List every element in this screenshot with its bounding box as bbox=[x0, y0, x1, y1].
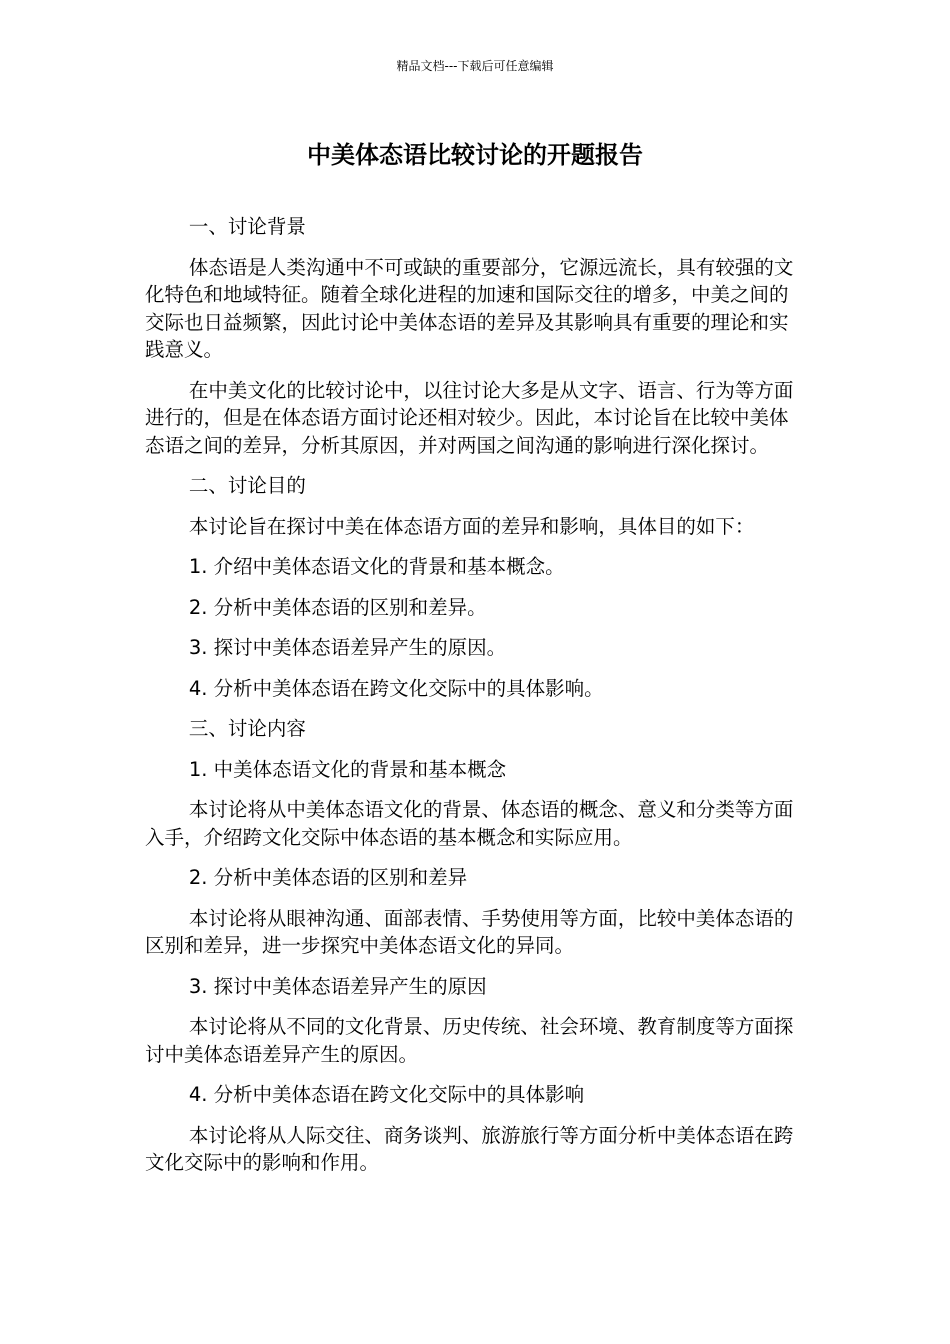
content-subheading: 2. 分析中美体态语的区别和差异 bbox=[188, 866, 468, 889]
purpose-item: 2. 分析中美体态语的区别和差异。 bbox=[188, 595, 487, 619]
background-paragraph-2: 在中美文化的比较讨论中，以往讨论大多是从文字、语言、行为等方面进行的，但是在体态语方面讨论还相对较少。因此，本讨论旨在比较中美体态语之间的差异，分析其原因，并对两国之间沟通的影响进行深化探讨。 bbox=[145, 378, 794, 457]
purpose-item: 1. 介绍中美体态语文化的背景和基本概念。 bbox=[188, 555, 565, 578]
content-paragraph: 本讨论将从人际交往、商务谈判、旅游旅行等方面分析中美体态语在跨文化交际中的影响和作用。 bbox=[145, 1123, 794, 1174]
document-body bbox=[145, 213, 795, 1190]
document-title: 中美体态语比较讨论的开题报告 bbox=[307, 141, 643, 169]
background-paragraph-1: 体态语是人类沟通中不可或缺的重要部分，它源远流长，具有较强的文化特色和地域特征。随着全球化进程的加速和国际交往的增多，中美之间的交际也日益频繁，因此讨论中美体态语的差异及其影响具有重要的理论和实践意义。 bbox=[145, 255, 794, 361]
content-subheading: 1. 中美体态语文化的背景和基本概念 bbox=[188, 757, 507, 781]
section-heading-background: 一、讨论背景 bbox=[188, 215, 306, 238]
section-heading-content: 三、讨论内容 bbox=[188, 717, 306, 740]
content-paragraph: 本讨论将从中美体态语文化的背景、体态语的概念、意义和分类等方面入手，介绍跨文化交际中体态语的基本概念和实际应用。 bbox=[145, 798, 794, 849]
content-paragraph: 本讨论将从不同的文化背景、历史传统、社会环境、教育制度等方面探讨中美体态语差异产生的原因。 bbox=[145, 1015, 794, 1066]
content-paragraph: 本讨论将从眼神沟通、面部表情、手势使用等方面，比较中美体态语的区别和差异，进一步探究中美体态语文化的异同。 bbox=[145, 906, 794, 957]
purpose-intro: 本讨论旨在探讨中美在体态语方面的差异和影响，具体目的如下： bbox=[188, 514, 755, 538]
purpose-item: 3. 探讨中美体态语差异产生的原因。 bbox=[188, 636, 507, 659]
section-heading-purpose: 二、讨论目的 bbox=[188, 474, 306, 497]
page-header-note: 精品文档---下载后可任意编辑 bbox=[396, 59, 554, 73]
purpose-item: 4. 分析中美体态语在跨文化交际中的具体影响。 bbox=[188, 676, 604, 700]
content-subheading: 3. 探讨中美体态语差异产生的原因 bbox=[188, 974, 487, 998]
content-subheading: 4. 分析中美体态语在跨文化交际中的具体影响 bbox=[188, 1083, 585, 1106]
